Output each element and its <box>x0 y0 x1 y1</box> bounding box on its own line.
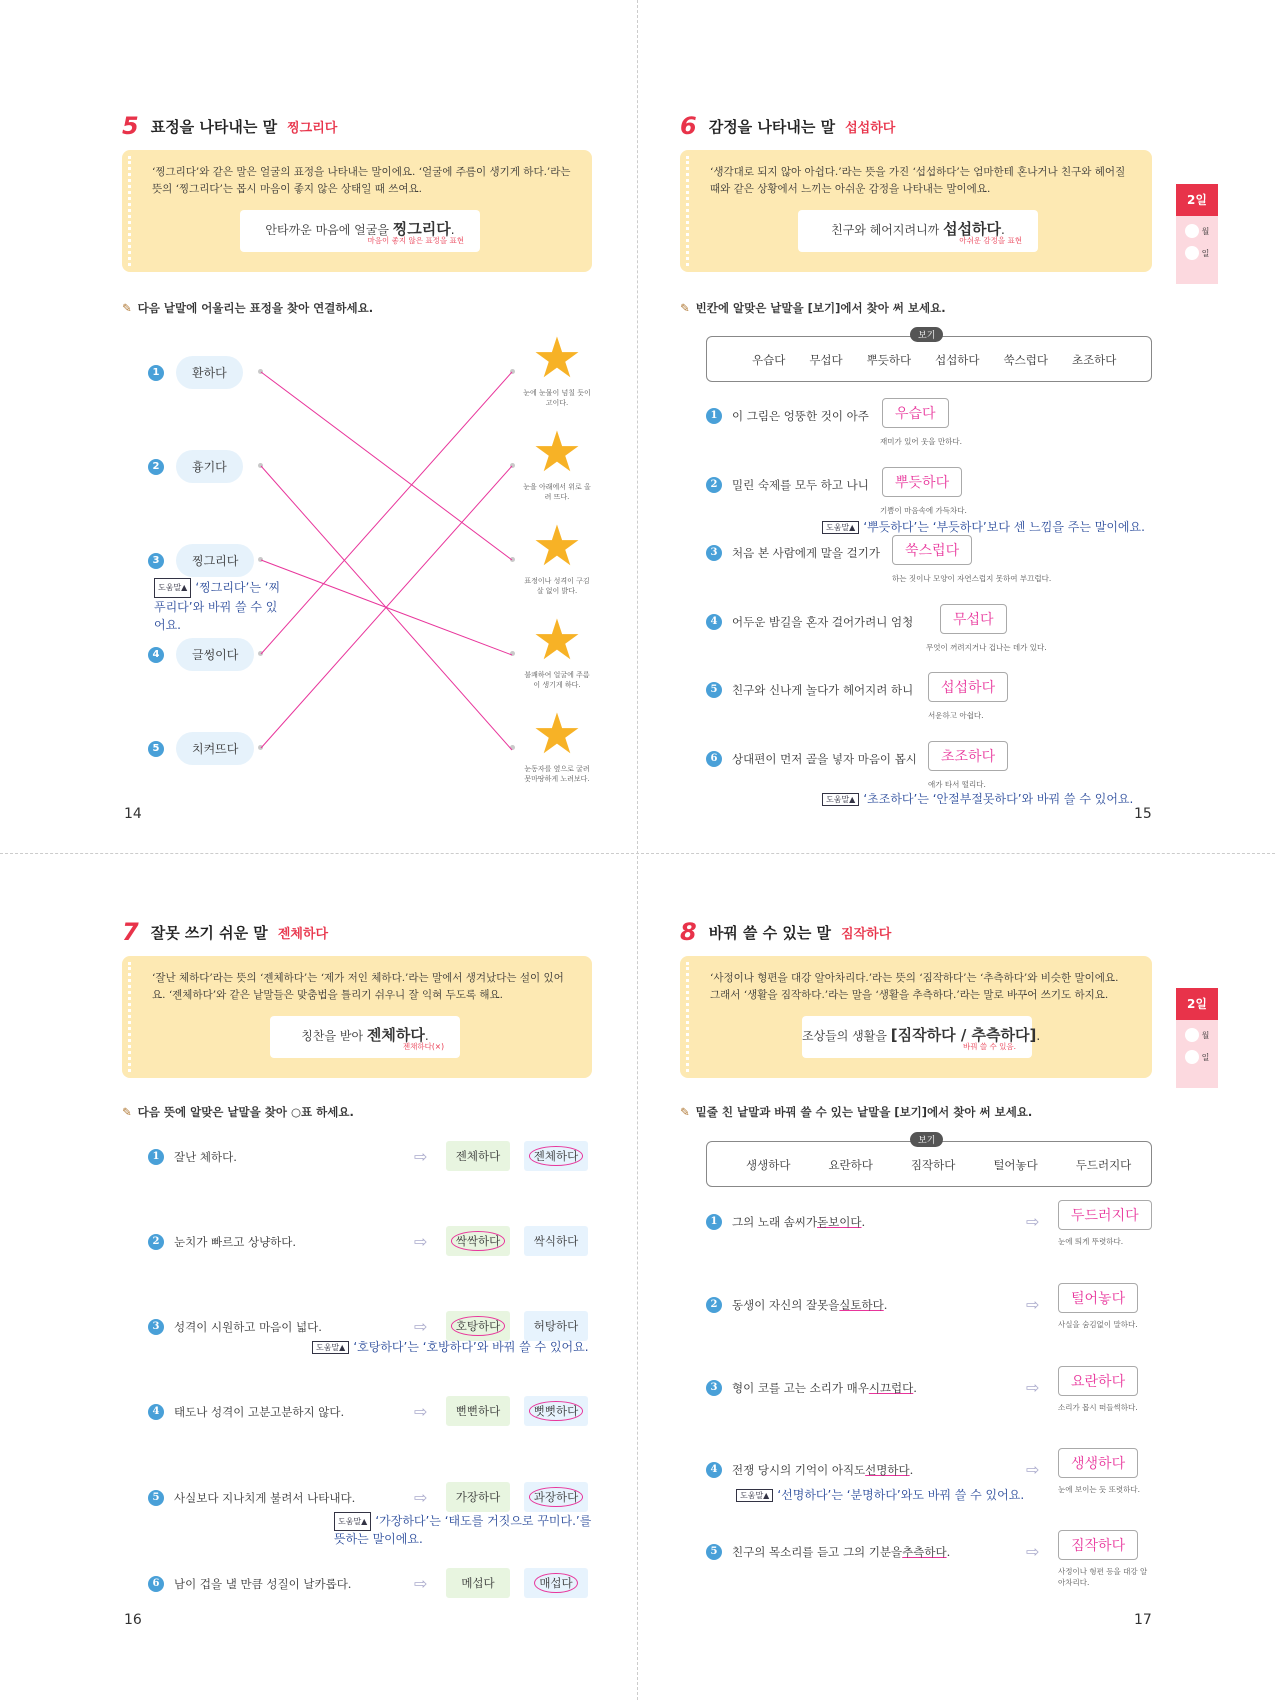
definition-item <box>148 1319 322 1335</box>
star-face-icon: ★ <box>531 608 583 673</box>
definition-text: 사실보다 지나치게 불려서 나타내다. <box>174 1491 356 1505</box>
definition-text: 남이 겁을 낼 만큼 성질이 날카롭다. <box>174 1577 352 1591</box>
answer-box[interactable]: 우습다 <box>882 398 949 428</box>
answer-box[interactable]: 요란하다 <box>1058 1366 1138 1396</box>
answer-hint: 눈에 띄게 뚜렷하다. <box>1058 1237 1124 1246</box>
answer-hint: 사실을 숨김없이 말하다. <box>1058 1320 1138 1329</box>
underlined-word: 선명하다 <box>865 1463 910 1477</box>
definition-item <box>148 1234 296 1250</box>
answer-hint: 하는 짓이나 모양이 자연스럽지 못하여 부끄럽다. <box>892 574 1052 583</box>
definition-text: 성격이 시원하고 마음이 넓다. <box>174 1320 322 1334</box>
arrow-right-icon: ⇨ <box>414 1232 428 1251</box>
sentence-item <box>706 408 869 424</box>
item-number: 5 <box>148 1490 164 1506</box>
day-tab: 2일 월 일 <box>1176 184 1218 284</box>
item-number: 5 <box>706 1544 722 1560</box>
item-number: 2 <box>148 459 164 475</box>
underlined-word: 실토하다 <box>839 1298 884 1312</box>
star-caption: 눈동자를 옆으로 굴려 못마땅하게 노려보다. <box>524 765 590 783</box>
item-number: 2 <box>706 1297 722 1313</box>
word-bank-item: 털어놓다 <box>993 1158 1038 1172</box>
section-title: 5 표정을 나타내는 말 찡그리다 <box>122 112 338 140</box>
instruction: ✎ 다음 낱말에 어울리는 표정을 찾아 연결하세요. <box>122 301 374 315</box>
star-caption: 눈을 아래에서 위로 올려 뜨다. <box>523 483 591 501</box>
tip-note-2: 도움말▲ ‘뿌듯하다’는 ‘부듯하다’보다 센 느낌을 주는 말이에요. <box>822 518 1145 535</box>
answer-box[interactable]: 뿌듯하다 <box>882 467 962 497</box>
choice-option[interactable] <box>446 1482 510 1512</box>
section-title: 8 바꿔 쓸 수 있는 말 짐작하다 <box>680 918 892 946</box>
sentence-item <box>706 1380 917 1396</box>
page-number: 14 <box>124 806 142 822</box>
sentence-text: 그의 노래 솜씨가 <box>732 1215 818 1229</box>
sentence-text: 상대편이 먼저 골을 넣자 마음이 몹시 <box>732 751 917 766</box>
instruction: ✎ 밑줄 친 낱말과 바꿔 쓸 수 있는 낱말을 [보기]에서 찾아 써 보세요. <box>680 1105 1033 1119</box>
sentence-text: 밀린 숙제를 모두 하고 나니 <box>732 477 869 492</box>
word-bank-item: 두드러지다 <box>1075 1158 1132 1172</box>
underlined-word: 시끄럽다 <box>868 1381 914 1395</box>
word-bank-item: 우습다 <box>752 353 786 367</box>
choice-option[interactable] <box>446 1311 510 1341</box>
explanation-note <box>680 956 1152 1078</box>
word-label: 환하다 <box>176 356 243 389</box>
word-bank-label: 보기 <box>910 327 943 342</box>
tip-note-4: 도움말▲ ‘선명하다’는 ‘분명하다’와도 바꿔 쓸 수 있어요. <box>736 1486 1024 1503</box>
arrow-right-icon: ⇨ <box>414 1402 428 1421</box>
choice-label: 싹식하다 <box>533 1234 579 1248</box>
arrow-right-icon: ⇨ <box>414 1147 428 1166</box>
sentence-text: 전쟁 당시의 기억이 아직도 <box>732 1463 866 1477</box>
note-text: ‘생각대로 되지 않아 아쉽다.’라는 뜻을 가진 ‘섭섭하다’는 엄마한테 혼나거나 친구와 헤어질 때와 같은 상황에서 느끼는 아쉬운 감정을 나타내는 말이에요. <box>710 166 1126 195</box>
answer-hint: 애가 타서 떨리다. <box>928 779 986 789</box>
word-bank-item: 요란하다 <box>828 1158 873 1172</box>
answer-hint: 사정이나 형편 등을 대강 알아차리다. <box>1058 1567 1148 1587</box>
sentence-item <box>706 1462 913 1478</box>
word-bank-item: 뿌듯하다 <box>866 353 912 367</box>
tip-note: 도움말▲ ‘찡그리다’는 ‘찌푸리다’와 바꿔 쓸 수 있어요. <box>154 578 284 634</box>
tip-note-5: 도움말▲ ‘가장하다’는 ‘태도를 거짓으로 꾸미다.’를 뜻하는 말이에요. <box>334 1514 592 1546</box>
match-line-4 <box>261 372 512 654</box>
item-number: 3 <box>706 1380 722 1396</box>
item-number: 3 <box>148 1319 164 1335</box>
answer-box[interactable]: 초조하다 <box>928 741 1008 771</box>
item-number: 6 <box>148 1576 164 1592</box>
pencil-icon: ✎ <box>122 1105 132 1119</box>
note-text: ‘잘난 체하다’라는 뜻의 ‘젠체하다’는 ‘제가 저인 체하다.’라는 말에서 생겨났다는 설이 있어요. ‘젠체하다’와 같은 낱말들은 맞춤법을 틀리기 쉬우니 잘 익혀 두도록 해요. <box>152 972 564 1001</box>
pencil-icon: ✎ <box>122 301 132 315</box>
sentence-end: . <box>883 1298 888 1312</box>
choice-option[interactable] <box>446 1396 510 1426</box>
sentence-text: 형이 코를 고는 소리가 매우 <box>732 1381 869 1395</box>
sentence-item <box>706 682 913 698</box>
arrow-right-icon: ⇨ <box>414 1574 428 1593</box>
answer-hint: 서운하고 아쉽다. <box>928 711 984 720</box>
pencil-icon: ✎ <box>680 1105 690 1119</box>
sentence-end: . <box>909 1463 914 1477</box>
sentence-item <box>706 477 869 493</box>
choice-label: 허탕하다 <box>533 1319 579 1333</box>
sentence-item <box>706 614 913 630</box>
answer-box[interactable]: 생생하다 <box>1058 1448 1138 1478</box>
word-bank-label: 보기 <box>910 1132 943 1147</box>
answer-hint: 소리가 몹시 떠들썩하다. <box>1058 1403 1138 1412</box>
sentence-text: 친구의 목소리를 듣고 그의 기분을 <box>732 1545 903 1559</box>
explanation-note <box>122 956 592 1078</box>
sentence-text: 친구와 신나게 놀다가 헤어지려 하니 <box>732 683 914 697</box>
choice-label: 뻔뻔하다 <box>455 1404 501 1418</box>
example-sentence: 조상들의 생활을 [짐작하다 / 추측하다]. 바꿔 쓸 수 있음. <box>802 1016 1032 1058</box>
definition-item <box>148 1404 344 1420</box>
arrow-right-icon: ⇨ <box>1026 1295 1040 1314</box>
arrow-right-icon: ⇨ <box>1026 1378 1040 1397</box>
choice-label: 젠체하다 <box>455 1149 501 1163</box>
arrow-right-icon: ⇨ <box>414 1317 428 1336</box>
match-line-1 <box>261 372 512 560</box>
star-face-icon: ★ <box>531 420 583 485</box>
arrow-right-icon: ⇨ <box>1026 1212 1040 1231</box>
answer-box[interactable]: 짐작하다 <box>1058 1530 1138 1560</box>
arrow-right-icon: ⇨ <box>1026 1542 1040 1561</box>
item-number: 3 <box>148 553 164 569</box>
tip-note-6: 도움말▲ ‘초조하다’는 ‘안절부절못하다’와 바꿔 쓸 수 있어요. <box>822 790 1133 807</box>
page-number: 15 <box>1134 806 1152 822</box>
answer-hint: 무엇이 꺼려지거나 겁나는 데가 있다. <box>926 642 1047 652</box>
example-sentence: 친구와 헤어지려니까 섭섭하다. 아쉬운 감정을 표현 <box>798 210 1038 252</box>
pencil-icon: ✎ <box>680 301 690 315</box>
definition-text: 잘난 체하다. <box>174 1150 237 1164</box>
page-number: 17 <box>1134 1612 1152 1628</box>
instruction: ✎ 다음 뜻에 알맞은 낱말을 찾아 ○표 하세요. <box>122 1105 354 1119</box>
item-number: 3 <box>706 545 722 561</box>
note-text: ‘사정이나 형편을 대강 알아차리다.’라는 뜻의 ‘짐작하다’는 ‘추측하다’와 비슷한 말이에요. 그래서 ‘생활을 짐작하다.’라는 말을 ‘생활을 추측하다.’라는 말로 바꾸어 쓰기도 하지요. <box>710 972 1119 1001</box>
sentence-end: . <box>861 1215 866 1229</box>
vertical-divider <box>637 0 638 1700</box>
word-bank <box>746 1157 1131 1173</box>
word-bank-item: 무섭다 <box>809 353 843 367</box>
word-bank-item: 섭섭하다 <box>935 353 980 367</box>
star-caption: 표정이나 성격이 구김살 없이 밝다. <box>524 577 590 595</box>
matching-lines <box>0 0 637 853</box>
item-number: 4 <box>148 1404 164 1420</box>
answer-box[interactable]: 털어놓다 <box>1058 1283 1138 1313</box>
explanation-note <box>680 150 1152 272</box>
item-number: 5 <box>148 741 164 757</box>
sentence-end: . <box>913 1381 917 1395</box>
item-number: 1 <box>148 365 164 381</box>
sentence-item <box>706 751 917 767</box>
word-bank-item: 초조하다 <box>1071 353 1117 367</box>
choice-option[interactable] <box>446 1568 510 1598</box>
underlined-word: 돋보이다 <box>817 1215 862 1229</box>
section-title: 6 감정을 나타내는 말 섭섭하다 <box>680 112 896 140</box>
sentence-item <box>706 1214 865 1230</box>
word-bank-item: 생생하다 <box>746 1158 791 1172</box>
section-title: 7 잘못 쓰기 쉬운 말 젠체하다 <box>122 918 329 946</box>
sentence-item <box>706 1544 950 1560</box>
answer-hint: 눈에 보이는 듯 또렷하다. <box>1058 1485 1140 1494</box>
choice-label: 가장하다 <box>455 1490 501 1504</box>
choice-option[interactable] <box>446 1226 510 1256</box>
sentence-item <box>706 1297 887 1313</box>
star-caption: 불쾌하여 얼굴에 주름이 생기게 하다. <box>524 671 590 689</box>
note-text: ‘찡그리다’와 같은 말은 얼굴의 표정을 나타내는 말이에요. ‘얼굴에 주름이 생기게 하다.’라는 뜻의 ‘찡그리다’는 몹시 마음이 좋지 않은 상태일 때 쓰여요. <box>152 166 571 195</box>
star-face-icon: ★ <box>531 702 583 767</box>
tip-note-3: 도움말▲ ‘호탕하다’는 ‘호방하다’와 바꿔 쓸 수 있어요. <box>312 1338 589 1355</box>
definition-item <box>148 1149 237 1165</box>
choice-label: 메섭다 <box>461 1576 495 1590</box>
definition-item <box>148 1576 351 1592</box>
definition-text: 태도나 성격이 고분고분하지 않다. <box>174 1405 345 1419</box>
answer-box[interactable]: 쑥스럽다 <box>892 535 972 565</box>
definition-item <box>148 1490 355 1506</box>
choice-label: 과장하다 <box>529 1487 583 1507</box>
choice-label: 싹싹하다 <box>451 1231 505 1251</box>
word-label: 글썽이다 <box>176 638 254 671</box>
answer-hint: 재미가 있어 웃을 만하다. <box>880 437 962 446</box>
word-bank-item: 짐작하다 <box>910 1158 956 1172</box>
choice-label: 매섭다 <box>534 1573 577 1593</box>
example-sentence: 칭찬을 받아 젠체하다. 젠채하다(×) <box>270 1016 460 1058</box>
item-number: 5 <box>706 682 722 698</box>
word-label: 흉기다 <box>176 450 243 483</box>
answer-box[interactable]: 두드러지다 <box>1058 1200 1152 1230</box>
day-tab: 2일 월 일 <box>1176 988 1218 1088</box>
horizontal-divider <box>0 853 1275 854</box>
item-number: 2 <box>148 1234 164 1250</box>
example-sentence: 안타까운 마음에 얼굴을 찡그리다. 마음이 좋지 않은 표정을 표현 <box>240 210 480 252</box>
word-bank <box>752 352 1116 368</box>
choice-label: 호탕하다 <box>451 1316 505 1336</box>
item-number: 1 <box>706 408 722 424</box>
choice-option[interactable] <box>524 1141 588 1171</box>
choice-option[interactable] <box>524 1482 588 1512</box>
star-face-icon: ★ <box>531 326 583 391</box>
item-number: 4 <box>706 614 722 630</box>
word-label: 치켜뜨다 <box>176 732 254 765</box>
definition-text: 눈치가 빠르고 상냥하다. <box>174 1235 297 1249</box>
sentence-text: 이 그림은 엉뚱한 것이 아주 <box>732 409 869 423</box>
arrow-right-icon: ⇨ <box>414 1488 428 1507</box>
choice-option[interactable] <box>524 1568 588 1598</box>
item-number: 4 <box>148 647 164 663</box>
choice-option[interactable] <box>524 1226 588 1256</box>
arrow-right-icon: ⇨ <box>1026 1460 1040 1479</box>
choice-label: 젠체하다 <box>529 1146 583 1166</box>
page-number: 16 <box>124 1612 142 1628</box>
item-number: 1 <box>706 1214 722 1230</box>
answer-box[interactable]: 섭섭하다 <box>928 672 1008 702</box>
sentence-end: . <box>946 1545 951 1559</box>
choice-label: 뻣뻣하다 <box>529 1401 583 1421</box>
answer-box[interactable]: 무섭다 <box>940 604 1007 634</box>
item-number: 4 <box>706 1462 722 1478</box>
instruction: ✎ 빈칸에 알맞은 낱말을 [보기]에서 찾아 써 보세요. <box>680 301 946 315</box>
sentence-item <box>706 545 880 561</box>
choice-option[interactable] <box>524 1311 588 1341</box>
word-label: 찡그리다 <box>176 544 254 577</box>
sentence-text: 동생이 자신의 잘못을 <box>732 1298 840 1312</box>
sentence-text: 어두운 밤길을 혼자 걸어가려니 엄청 <box>732 614 914 629</box>
item-number: 1 <box>148 1149 164 1165</box>
word-bank-item: 쑥스럽다 <box>1003 353 1048 367</box>
item-number: 6 <box>706 751 722 767</box>
choice-option[interactable] <box>446 1141 510 1171</box>
star-face-icon: ★ <box>531 514 583 579</box>
choice-option[interactable] <box>524 1396 588 1426</box>
sentence-text: 처음 본 사람에게 말을 걸기가 <box>732 546 880 560</box>
answer-hint: 기쁨이 마음속에 가득차다. <box>880 505 967 515</box>
underlined-word: 추측하다 <box>902 1545 947 1559</box>
star-caption: 눈에 눈물이 넘칠 듯이 고이다. <box>523 389 591 407</box>
item-number: 2 <box>706 477 722 493</box>
